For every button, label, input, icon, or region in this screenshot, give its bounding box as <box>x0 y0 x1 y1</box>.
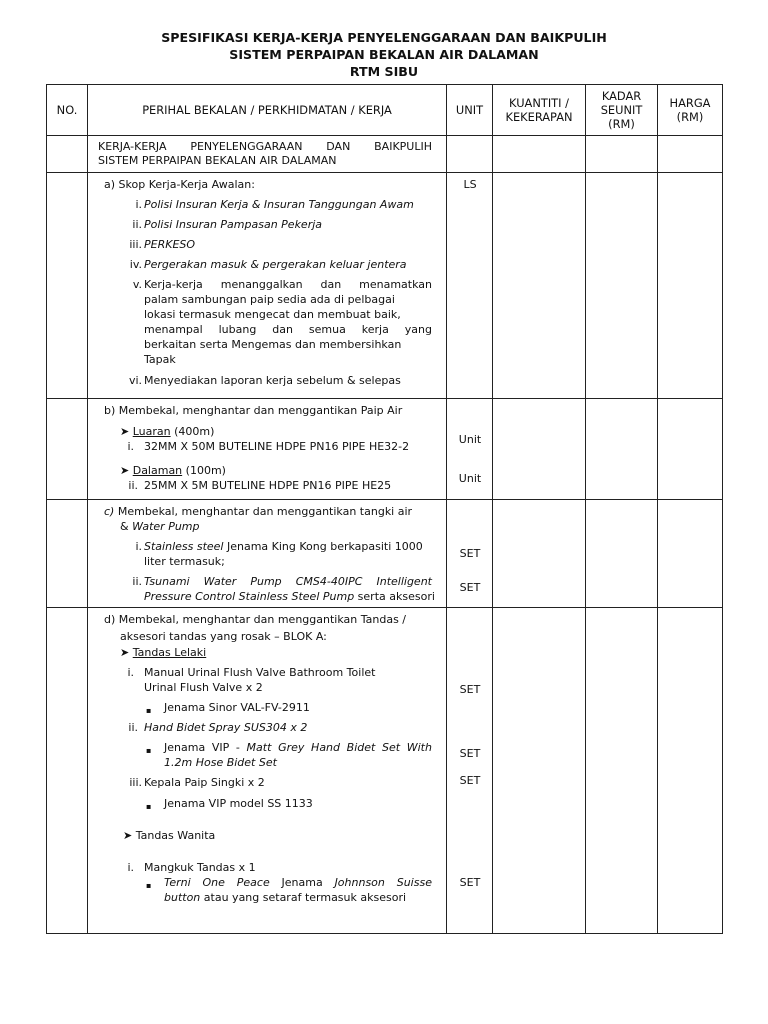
list-subitem: Jenama VIP - Matt Grey Hand Bidet Set With 1.2m Hose Bidet Set <box>164 741 432 769</box>
section-a-title: a) Skop Kerja-Kerja Awalan: <box>104 178 255 191</box>
subsection-tandas-lelaki: ➤ Tandas Lelaki <box>120 646 207 659</box>
title-line-1: SPESIFIKASI KERJA-KERJA PENYELENGGARAAN DAN BAIKPULIH <box>161 30 607 45</box>
header-rate: KADAR SEUNIT (RM) <box>586 85 658 136</box>
bullet-icon: ▪ <box>146 881 152 890</box>
list-subitem: Jenama Sinor VAL-FV-2911 <box>164 701 310 714</box>
table-row: a) Skop Kerja-Kerja Awalan: i. Polisi Insuran Kerja & Insuran Tanggungan Awam ii. Polisi Insuran Pampasan Pekerja iii. PERKESO iv. Pergerakan masuk & pergerakan keluar jentera v. Kerja-kerja menanggalkan dan menamatkan palam sambungan paip sedia ada di pelbagai lokasi termasuk mengecat dan membuat baik, menampal lubang dan semua kerja yang berkaitan serta Mengemas dan membersihkan Tapak vi. Menyediakan laporan kerja sebelum & selepas LS <box>47 173 723 399</box>
section-b-title: b) Membekal, menghantar dan menggantikan Paip Air <box>104 404 403 417</box>
unit-value: SET <box>459 774 481 787</box>
list-item: Kepala Paip Singki x 2 <box>144 776 265 789</box>
list-item: Pergerakan masuk & pergerakan keluar jentera <box>144 258 407 271</box>
list-item: Polisi Insuran Kerja & Insuran Tanggungan Awam <box>144 198 414 211</box>
subsection-tandas-wanita: ➤ Tandas Wanita <box>123 829 216 842</box>
list-item: Hand Bidet Spray SUS304 x 2 <box>144 721 308 734</box>
list-subitem: Terni One Peace Jenama Johnnson Suisse button atau yang setaraf termasuk aksesori <box>164 876 432 904</box>
unit-value: SET <box>459 747 481 760</box>
list-item: Menyediakan laporan kerja sebelum & selepas <box>144 374 401 387</box>
table-row: b) Membekal, menghantar dan menggantikan Paip Air ➤ Luaran (400m) i. 32MM X 50M BUTELINE HDPE PN16 PIPE HE32-2 ➤ Dalaman (100m) ii. 25MM X 5M BUTELINE HDPE PN16 PIPE HE25 Unit Unit <box>47 399 723 500</box>
table-header-row <box>47 85 723 136</box>
header-unit: UNIT <box>447 85 493 136</box>
unit-value: LS <box>463 178 477 191</box>
list-item: Manual Urinal Flush Valve Bathroom Toilet Urinal Flush Valve x 2 <box>144 666 376 694</box>
list-item: Stainless steel Jenama King Kong berkapasiti 1000 liter termasuk; <box>144 540 423 568</box>
subsection-luaran: ➤ Luaran (400m) <box>120 425 215 438</box>
section-c-title: c) Membekal, menghantar dan menggantikan tangki air <box>104 505 413 518</box>
unit-value: SET <box>459 876 481 889</box>
bullet-icon: ▪ <box>146 746 152 755</box>
list-item: Tsunami Water Pump CMS4-40IPC Intelligent Pressure Control Stainless Steel Pump serta aksesori <box>144 575 435 603</box>
header-item: PERIHAL BEKALAN / PERKHIDMATAN / KERJA <box>88 85 447 136</box>
document-title <box>0 29 768 80</box>
list-item: Kerja-kerja menanggalkan dan menamatkan palam sambungan paip sedia ada di pelbagai lokasi termasuk mengecat dan membuat baik, menampal lubang dan semua kerja yang berkaitan serta Mengemas dan membersihkan Tapak <box>144 278 432 366</box>
arrow-icon: ➤ <box>120 464 130 477</box>
header-no: NO. <box>47 85 88 136</box>
arrow-icon: ➤ <box>120 646 130 659</box>
bullet-icon: ▪ <box>146 706 152 715</box>
arrow-icon: ➤ <box>123 829 133 842</box>
title-line-3: RTM SIBU <box>349 64 419 79</box>
unit-value: SET <box>459 581 481 594</box>
table-row <box>47 136 723 173</box>
list-subitem: Jenama VIP model SS 1133 <box>164 797 313 810</box>
bullet-icon: ▪ <box>146 802 152 811</box>
unit-value: Unit <box>458 472 482 485</box>
table-row: d) Membekal, menghantar dan menggantikan Tandas / aksesori tandas yang rosak – BLOK A: ➤ Tandas Lelaki i. Manual Urinal Flush Valve Bathroom Toilet Urinal Flush Valve x 2 ▪ Jenama Sinor VAL-FV-2911 ii. Hand Bidet Spray SUS304 x 2 ▪ Jenama VIP - Matt Grey Hand Bidet Set With 1.2m Hose Bidet Set iii. Kepala Paip Singki x 2 ▪ Jenama VIP model SS 1133 ➤ Tandas Wanita i. Mangkuk Tandas x 1 ▪ Terni One Peace Jenama Johnnson Suisse button atau yang setaraf termasuk aksesori SET SET SET SET <box>47 608 723 934</box>
list-item: PERKESO <box>144 238 196 251</box>
unit-value: Unit <box>458 433 482 446</box>
table-row: c) Membekal, menghantar dan menggantikan tangki air & Water Pump i. Stainless steel Jenama King Kong berkapasiti 1000 liter termasuk; ii. Tsunami Water Pump CMS4-40IPC Intelligent Pressure Control Stainless Steel Pump serta aksesori SET SET <box>47 500 723 608</box>
header-quantity: KUANTITI / KEKERAPAN <box>493 85 586 136</box>
header-price: HARGA (RM) <box>658 85 723 136</box>
list-item: 32MM X 50M BUTELINE HDPE PN16 PIPE HE32-2 <box>144 440 410 453</box>
section-d-title: d) Membekal, menghantar dan menggantikan Tandas / <box>104 613 407 626</box>
unit-value: SET <box>459 683 481 696</box>
unit-value: SET <box>459 547 481 560</box>
specification-table <box>46 84 723 934</box>
list-item: Polisi Insuran Pampasan Pekerja <box>144 218 323 231</box>
list-item: 25MM X 5M BUTELINE HDPE PN16 PIPE HE25 <box>144 479 392 492</box>
title-line-2: SISTEM PERPAIPAN BEKALAN AIR DALAMAN <box>229 47 539 62</box>
arrow-icon: ➤ <box>120 425 130 438</box>
section-heading: KERJA-KERJA PENYELENGGARAAN DAN BAIKPULIH SISTEM PERPAIPAN BEKALAN AIR DALAMAN <box>98 140 432 167</box>
list-item: Mangkuk Tandas x 1 <box>144 861 256 874</box>
subsection-dalaman: ➤ Dalaman (100m) <box>120 464 226 477</box>
